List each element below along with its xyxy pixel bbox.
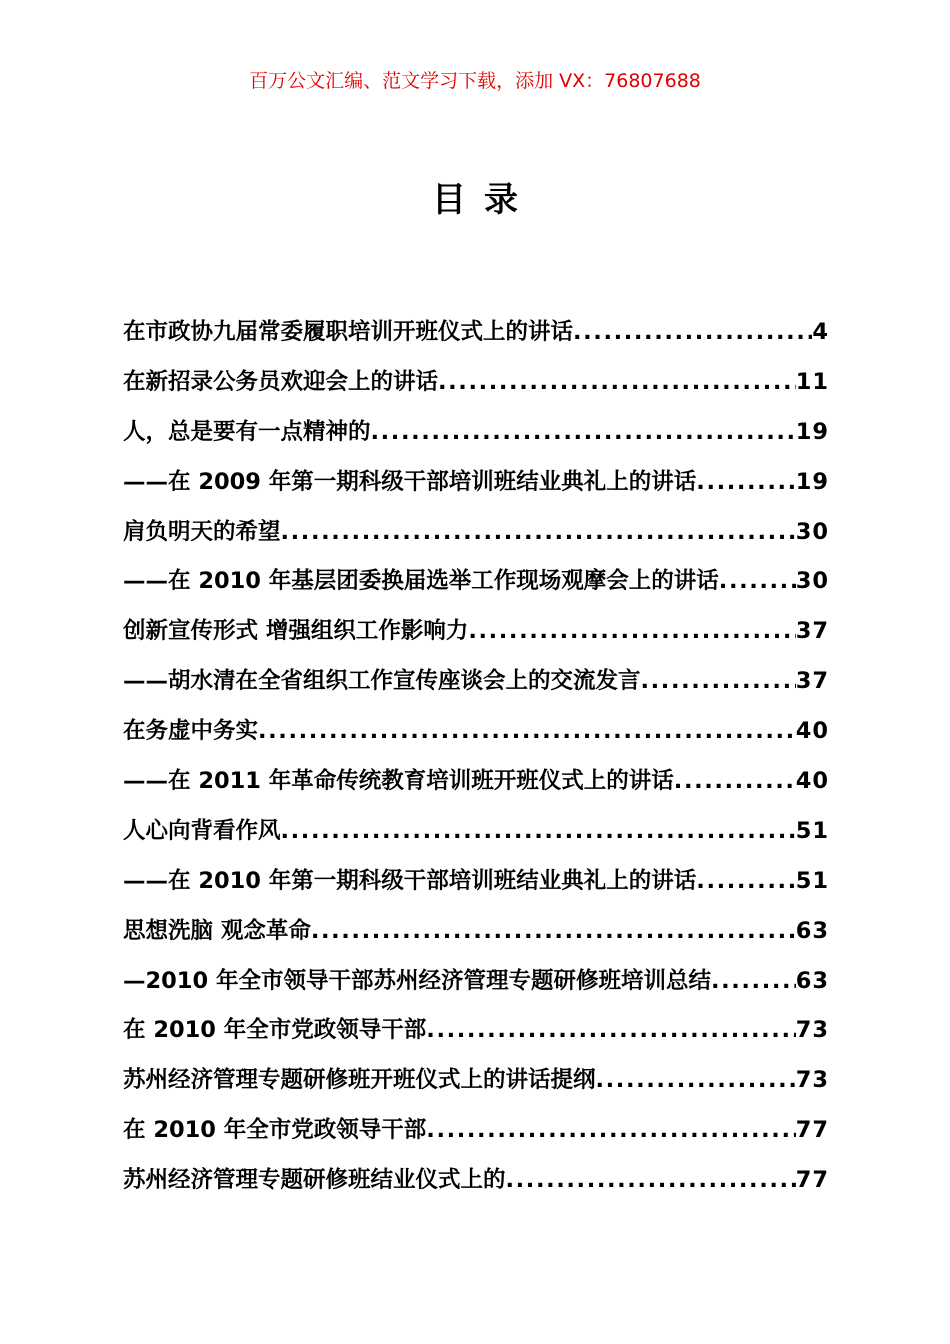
toc-leader-dots xyxy=(696,469,795,495)
toc-entry-title: 创新宣传形式 增强组织工作影响力 xyxy=(123,618,469,645)
watermark-header: 百万公文汇编、范文学习下载，添加 VX：76807688 xyxy=(249,70,701,92)
toc-leader-dots xyxy=(711,968,796,994)
page-title: 目录 xyxy=(432,180,536,220)
toc-entry-title: 在新招录公务员欢迎会上的讲话 xyxy=(123,368,439,395)
toc-entry[interactable] xyxy=(123,364,829,414)
toc-entry-title: ——在 2009 年第一期科级干部培训班结业典礼上的讲话 xyxy=(123,468,697,495)
toc-leader-dots xyxy=(281,519,796,545)
toc-entry-title: 肩负明天的希望 xyxy=(123,518,281,545)
toc-leader-dots xyxy=(281,818,796,844)
toc-entry[interactable] xyxy=(123,713,829,763)
toc-entry-title: 在 2010 年全市党政领导干部 xyxy=(123,1017,427,1044)
toc-entry-page: 19 xyxy=(795,468,829,495)
toc-entry-title: 在 2010 年全市党政领导干部 xyxy=(123,1117,427,1144)
toc-leader-dots xyxy=(371,419,796,445)
toc-entry-page: 63 xyxy=(795,917,829,944)
toc-entry-title: 思想洗脑 观念革命 xyxy=(123,917,311,944)
toc-entry-page: 63 xyxy=(795,967,829,994)
toc-entry-page: 51 xyxy=(795,867,829,894)
toc-entry[interactable] xyxy=(123,913,829,963)
toc-entry-page: 40 xyxy=(795,768,829,795)
toc-leader-dots xyxy=(641,668,796,694)
toc-entry[interactable] xyxy=(123,464,829,514)
toc-leader-dots xyxy=(468,618,795,644)
toc-entry-page: 37 xyxy=(795,668,829,695)
toc-leader-dots xyxy=(674,768,796,794)
toc-entry[interactable] xyxy=(123,863,829,913)
toc-entry[interactable] xyxy=(123,963,829,1013)
toc-entry-title: ——在 2010 年基层团委换届选举工作现场观摩会上的讲话 xyxy=(123,568,719,595)
toc-entry-page: 77 xyxy=(795,1167,829,1194)
toc-entry-title: —2010 年全市领导干部苏州经济管理专题研修班培训总结 xyxy=(123,967,711,994)
toc-leader-dots xyxy=(696,868,795,894)
toc-entry-page: 77 xyxy=(795,1117,829,1144)
toc-entry[interactable] xyxy=(123,514,829,564)
toc-entry[interactable] xyxy=(123,1162,829,1212)
toc-entry-page: 30 xyxy=(795,568,829,595)
toc-entry-page: 4 xyxy=(812,319,829,345)
toc-leader-dots xyxy=(311,918,796,944)
toc-leader-dots xyxy=(596,1067,796,1093)
toc-entry-page: 30 xyxy=(795,518,829,545)
toc-leader-dots xyxy=(438,369,796,395)
toc-leader-dots xyxy=(573,319,812,345)
toc-entry-page: 37 xyxy=(795,618,829,645)
toc-entry-page: 19 xyxy=(795,418,829,445)
toc-entry-title: 在务虚中务实 xyxy=(123,718,259,745)
toc-leader-dots xyxy=(426,1117,795,1143)
toc-entry-title: 人，总是要有一点精神的 xyxy=(123,418,371,445)
toc-entry-title: 人心向背看作风 xyxy=(123,817,281,844)
toc-leader-dots xyxy=(506,1167,796,1193)
toc-entry[interactable] xyxy=(123,1062,829,1112)
toc-leader-dots xyxy=(258,718,796,744)
toc-entry-title: 在市政协九届常委履职培训开班仪式上的讲话 xyxy=(123,319,574,345)
toc-entry-page: 11 xyxy=(795,368,829,395)
toc-entry[interactable] xyxy=(123,663,829,713)
table-of-contents xyxy=(123,314,829,1212)
toc-entry-title: ——胡水清在全省组织工作宣传座谈会上的交流发言 xyxy=(123,668,641,695)
toc-entry-title: ——在 2011 年革命传统教育培训班开班仪式上的讲话 xyxy=(123,768,674,795)
toc-entry-title: 苏州经济管理专题研修班开班仪式上的讲话提纲 xyxy=(123,1067,596,1094)
toc-entry[interactable] xyxy=(123,563,829,613)
toc-entry[interactable] xyxy=(123,813,829,863)
toc-entry[interactable] xyxy=(123,1112,829,1162)
toc-entry[interactable] xyxy=(123,314,829,364)
toc-entry[interactable] xyxy=(123,1012,829,1062)
toc-leader-dots xyxy=(719,568,796,594)
toc-entry[interactable] xyxy=(123,613,829,663)
toc-entry-page: 73 xyxy=(795,1017,829,1044)
toc-entry-page: 51 xyxy=(795,817,829,844)
toc-leader-dots xyxy=(426,1017,795,1043)
toc-entry-title: 苏州经济管理专题研修班结业仪式上的 xyxy=(123,1167,506,1194)
toc-entry[interactable] xyxy=(123,414,829,464)
toc-entry-page: 40 xyxy=(795,718,829,745)
toc-entry-page: 73 xyxy=(795,1067,829,1094)
toc-entry[interactable] xyxy=(123,763,829,813)
toc-entry-title: ——在 2010 年第一期科级干部培训班结业典礼上的讲话 xyxy=(123,867,697,894)
